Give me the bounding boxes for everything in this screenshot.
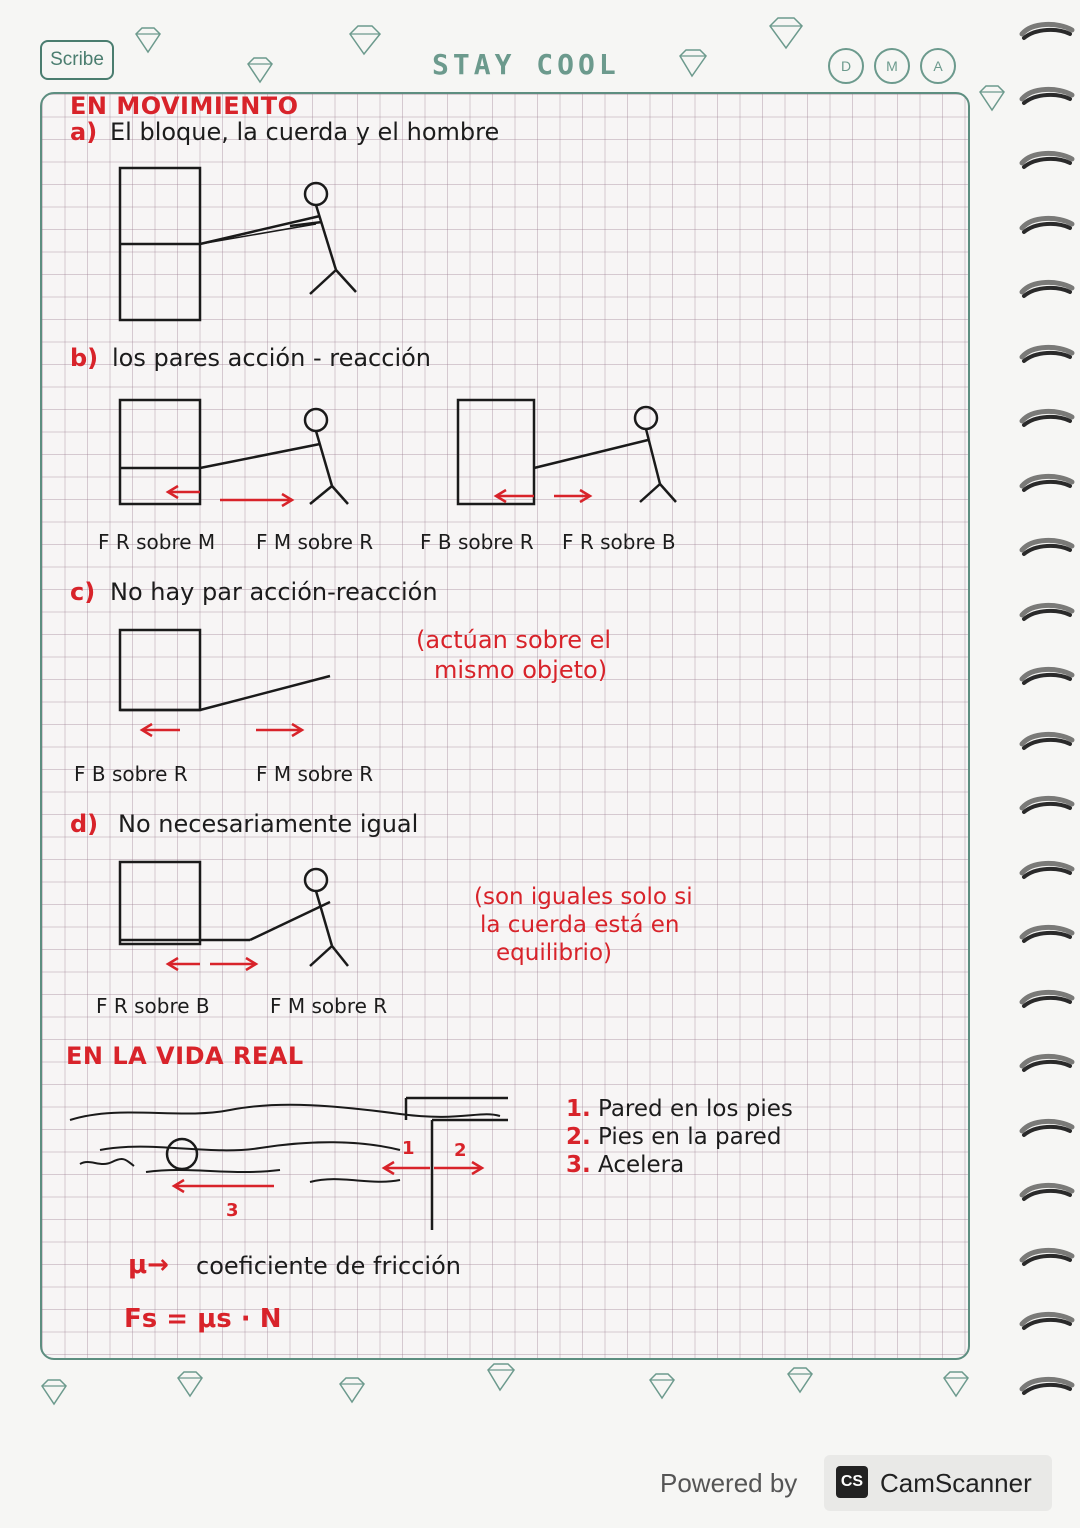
spiral-ring [1018,1117,1076,1143]
spiral-ring [1018,536,1076,562]
mu-definition: coeficiente de fricción [196,1252,461,1280]
item-b-text: los pares acción - reacción [112,344,432,372]
note-d-3: equilibrio) [496,940,612,966]
list-num-1: 1. [566,1096,591,1122]
section-heading-vida-real: EN LA VIDA REAL [66,1042,304,1070]
powered-by-text: Powered by [660,1468,798,1498]
spiral-ring [1018,85,1076,111]
note-c-2: mismo objeto) [434,656,608,684]
camscanner-brand: CamScanner [880,1468,1032,1498]
dma-circles [828,48,956,84]
spiral-ring [1018,407,1076,433]
diamond-icon [784,1366,814,1394]
diagram-pair-2 [448,396,708,526]
item-a-label: a) [70,118,98,146]
force-label-d1: F R sobre B [96,994,210,1018]
circle-a: A [920,48,956,84]
force-label-d2: F M sobre R [270,994,388,1018]
spiral-ring [1018,472,1076,498]
list-text-2: Pies en la pared [598,1124,782,1150]
diamond-icon [336,1376,366,1404]
note-d-2: la cuerda está en [480,912,680,938]
spiral-ring [1018,278,1076,304]
item-d-text: No necesariamente igual [118,810,419,838]
diamond-icon [646,1372,676,1400]
spiral-ring [1018,20,1076,46]
diamond-icon [976,84,1006,112]
friction-formula: Fs = μs · N [124,1304,282,1334]
diamond-icon [676,48,708,78]
camscanner-icon: CS [836,1466,868,1498]
diagram-pair-1 [110,396,390,526]
diamond-icon [38,1378,68,1406]
spiral-binding [1018,20,1078,1400]
list-text-3: Acelera [598,1152,685,1178]
spiral-ring [1018,1310,1076,1336]
mu-symbol: μ→ [128,1250,169,1280]
spiral-ring [1018,601,1076,627]
diamond-icon [244,56,274,84]
force-label-b4: F R sobre B [562,530,676,554]
arrow-label-1: 1 [402,1138,415,1159]
section-heading-movimiento: EN MOVIMIENTO [70,92,299,120]
note-c-1: (actúan sobre el [416,626,612,654]
force-label-b1: F R sobre M [98,530,216,554]
force-label-c1: F B sobre R [74,762,188,786]
spiral-ring [1018,214,1076,240]
circle-d: D [828,48,864,84]
diagram-c [110,622,410,752]
spiral-ring [1018,923,1076,949]
circle-m: M [874,48,910,84]
item-b-label: b) [70,344,99,372]
diagram-swimmer-wall [60,1090,540,1240]
scribe-logo: Scribe [40,40,114,80]
diamond-icon [766,16,804,50]
spiral-ring [1018,730,1076,756]
spiral-ring [1018,1246,1076,1272]
item-c-text: No hay par acción-reacción [110,578,438,606]
note-d-1: (son iguales solo si [474,884,693,910]
force-label-b2: F M sobre R [256,530,374,554]
spiral-ring [1018,665,1076,691]
diamond-icon [940,1370,970,1398]
spiral-ring [1018,343,1076,369]
spiral-ring [1018,1181,1076,1207]
diagram-block-rope-man-a [110,160,390,330]
spiral-ring [1018,988,1076,1014]
diamond-icon [174,1370,204,1398]
force-label-b3: F B sobre R [420,530,534,554]
diamond-icon [132,26,162,54]
spiral-ring [1018,794,1076,820]
item-c-label: c) [70,578,96,606]
arrow-label-3: 3 [226,1200,239,1221]
spiral-ring [1018,1052,1076,1078]
diamond-icon [484,1362,516,1392]
list-text-1: Pared en los pies [598,1096,793,1122]
force-label-c2: F M sobre R [256,762,374,786]
list-num-2: 2. [566,1124,591,1150]
spiral-ring [1018,1375,1076,1401]
arrow-label-2: 2 [454,1140,467,1161]
item-d-label: d) [70,810,99,838]
item-a-text: El bloque, la cuerda y el hombre [110,118,500,146]
list-num-3: 3. [566,1152,591,1178]
diamond-icon [346,24,382,56]
spiral-ring [1018,859,1076,885]
page-header-title: STAY COOL [432,48,620,81]
spiral-ring [1018,149,1076,175]
diagram-d [110,856,410,986]
